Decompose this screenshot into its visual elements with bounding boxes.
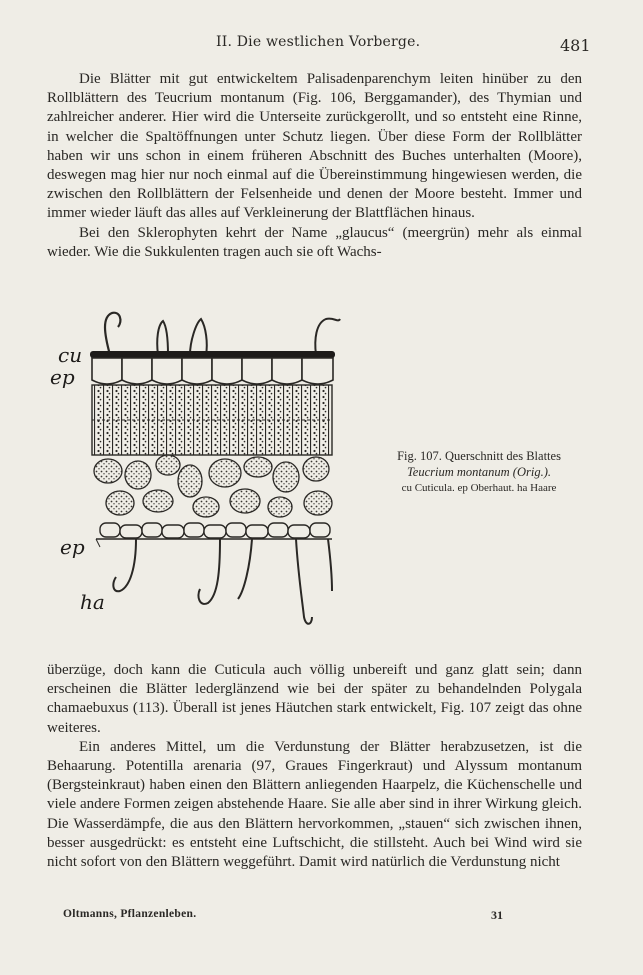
- spongy-parenchyma: [94, 455, 332, 517]
- page-header: [0, 34, 643, 56]
- body-text-top: [47, 70, 582, 262]
- paragraph-cuticula: überzüge, doch kann die Cuticula auch völlig unbereift und ganz glatt sein; dann erscheinen die Blätter lederglänzend wie bei der später zu behandelnden Polygala chamaebuxus (113). Überall ist jenes Häutchen stark entwickelt, Fig. 107 zeigt das ohne weiteres.: [47, 662, 582, 736]
- lower-hairs: [113, 539, 332, 624]
- body-text-bottom: [47, 661, 582, 872]
- footer-signature: 31: [491, 908, 503, 922]
- figure-caption: [368, 448, 590, 496]
- label-cuticula: cu: [58, 343, 83, 367]
- label-epidermis-top: ep: [50, 365, 75, 389]
- page-footer: [0, 908, 643, 928]
- paragraph-sklerophyten: Bei den Sklerophyten kehrt der Name „glaucus“ (meergrün) mehr als einmal wieder. Wie die Sukkulenten tragen auch sie oft Wachs-: [47, 224, 582, 260]
- label-hairs: ha: [80, 590, 105, 614]
- cuticle-layer: [90, 351, 335, 358]
- caption-legend: cu Cuticula. ep Oberhaut. ha Haare: [401, 482, 557, 494]
- caption-species: Teucrium montanum (Orig.).: [407, 465, 551, 479]
- upper-epidermis: [92, 358, 333, 384]
- footer-book-title: Oltmanns, Pflanzenleben.: [63, 908, 197, 920]
- caption-title: Fig. 107. Querschnitt des Blattes: [397, 449, 561, 463]
- label-epidermis-bottom: ep: [60, 535, 85, 559]
- lower-epidermis: [100, 523, 330, 538]
- paragraph-behaarung: Ein anderes Mittel, um die Verdunstung der Blätter herabzusetzen, ist die Behaarung. Potentilla arenaria (97, Graues Fingerkraut) und Alyssum montanum (Bergsteinkraut) haben einen den Blättern anliegenden Haarpelz, die Küchenschelle und viele andere Formen zeigen abstehende Haare. Sie alle aber sind in ihrer Wirkung gleich. Die Wasserdämpfe, die aus den Blättern hervorkommen, „stauen“ sich zwischen ihnen, besser ausgedrückt: es entsteht eine Luftschicht, die stillsteht. Auch bei Wind wird sie nicht sofort von den Blättern weggeführt. Damit wird natürlich die Verdunstung nicht: [47, 738, 582, 871]
- paragraph-rollblaetter: Die Blätter mit gut entwickeltem Palisadenparenchym leiten hinüber zu den Rollblättern des Teucrium montanum (Fig. 106, Berggamander), des Thymian und zahlreicher anderer. Hier wird die Unterseite zurückgerollt, und so entsteht eine Rinne, in welcher die Spaltöffnungen unter Schutz liegen. Über diese Form der Rollblätter haben wir uns schon in einem früheren Abschnitt des Buches unterhalten (Moore), deswegen mag hier nur noch einmal auf die Übereinstimmung hingewiesen werden, die zwischen den Rollblättern der Felsenheide und denen der Moore besteht. Immer und immer wieder läuft das alles auf Verkleinerung der Blattflächen hinaus.: [47, 71, 582, 222]
- running-head: II. Die westlichen Vorberge.: [216, 34, 421, 50]
- page-number: 481: [560, 36, 591, 55]
